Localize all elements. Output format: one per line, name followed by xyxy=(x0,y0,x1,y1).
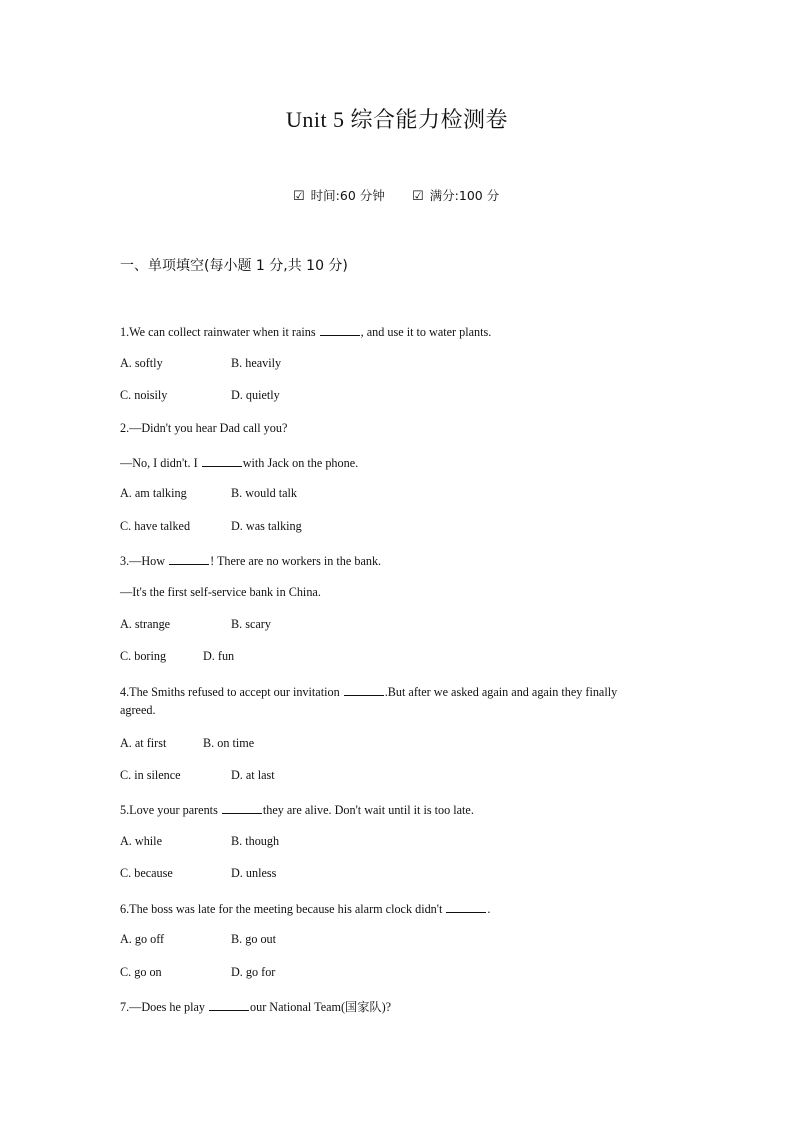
score-label: 满分:100 分 xyxy=(429,188,500,203)
question-3: 3.—How ! There are no workers in the bank. xyxy=(120,554,382,568)
answer-blank xyxy=(202,454,242,467)
option-b: B. though xyxy=(231,834,280,848)
answer-blank xyxy=(344,683,384,696)
answer-blank xyxy=(320,323,360,336)
answer-blank xyxy=(209,998,249,1011)
question-5: 5.Love your parents they are alive. Don't wait until it is too late. xyxy=(120,803,474,817)
option-c: C. go on xyxy=(120,965,162,979)
option-b: B. heavily xyxy=(231,356,282,370)
option-c: C. boring xyxy=(120,649,167,663)
page-title: Unit 5 综合能力检测卷 xyxy=(285,107,509,132)
answer-blank xyxy=(222,801,262,814)
option-a: A. strange xyxy=(120,617,171,631)
checkbox-icon: ☑ xyxy=(412,189,424,204)
option-a: A. at first xyxy=(120,736,167,750)
question-4: 4.The Smiths refused to accept our invitation .But after we asked again and again they finally xyxy=(120,685,618,699)
option-a: A. while xyxy=(120,834,162,848)
answer-blank xyxy=(446,900,486,913)
option-d: D. go for xyxy=(231,965,276,979)
question-2: 2.—Didn't you hear Dad call you? xyxy=(120,421,288,435)
option-b: B. would talk xyxy=(231,486,298,500)
option-d: D. was talking xyxy=(231,519,302,533)
time-label: 时间:60 分钟 xyxy=(310,188,385,203)
option-a: A. am talking xyxy=(120,486,187,500)
section-heading: 一、单项填空(每小题 1 分,共 10 分) xyxy=(120,258,348,274)
option-b: B. on time xyxy=(203,736,255,750)
option-d: D. unless xyxy=(231,866,277,880)
option-d: D. quietly xyxy=(231,388,280,402)
checkbox-icon: ☑ xyxy=(293,189,305,204)
option-a: A. softly xyxy=(120,356,163,370)
time-info xyxy=(293,186,385,204)
question-7: 7.—Does he play our National Team(国家队)? xyxy=(120,1000,392,1014)
option-c: C. noisily xyxy=(120,388,168,402)
question-4-continued: agreed. xyxy=(120,703,156,717)
option-a: A. go off xyxy=(120,932,165,946)
question-6: 6.The boss was late for the meeting because his alarm clock didn't . xyxy=(120,902,491,916)
question-2-response: —No, I didn't. I with Jack on the phone. xyxy=(120,456,359,470)
question-3-response: —It's the first self-service bank in China. xyxy=(120,585,321,599)
option-b: B. scary xyxy=(231,617,271,631)
answer-blank xyxy=(169,552,209,565)
option-c: C. because xyxy=(120,866,173,880)
option-c: C. have talked xyxy=(120,519,191,533)
question-1: 1.We can collect rainwater when it rains , and use it to water plants. xyxy=(120,325,492,339)
option-b: B. go out xyxy=(231,932,277,946)
option-c: C. in silence xyxy=(120,768,181,782)
option-d: D. at last xyxy=(231,768,275,782)
score-info xyxy=(412,186,499,204)
option-d: D. fun xyxy=(203,649,235,663)
